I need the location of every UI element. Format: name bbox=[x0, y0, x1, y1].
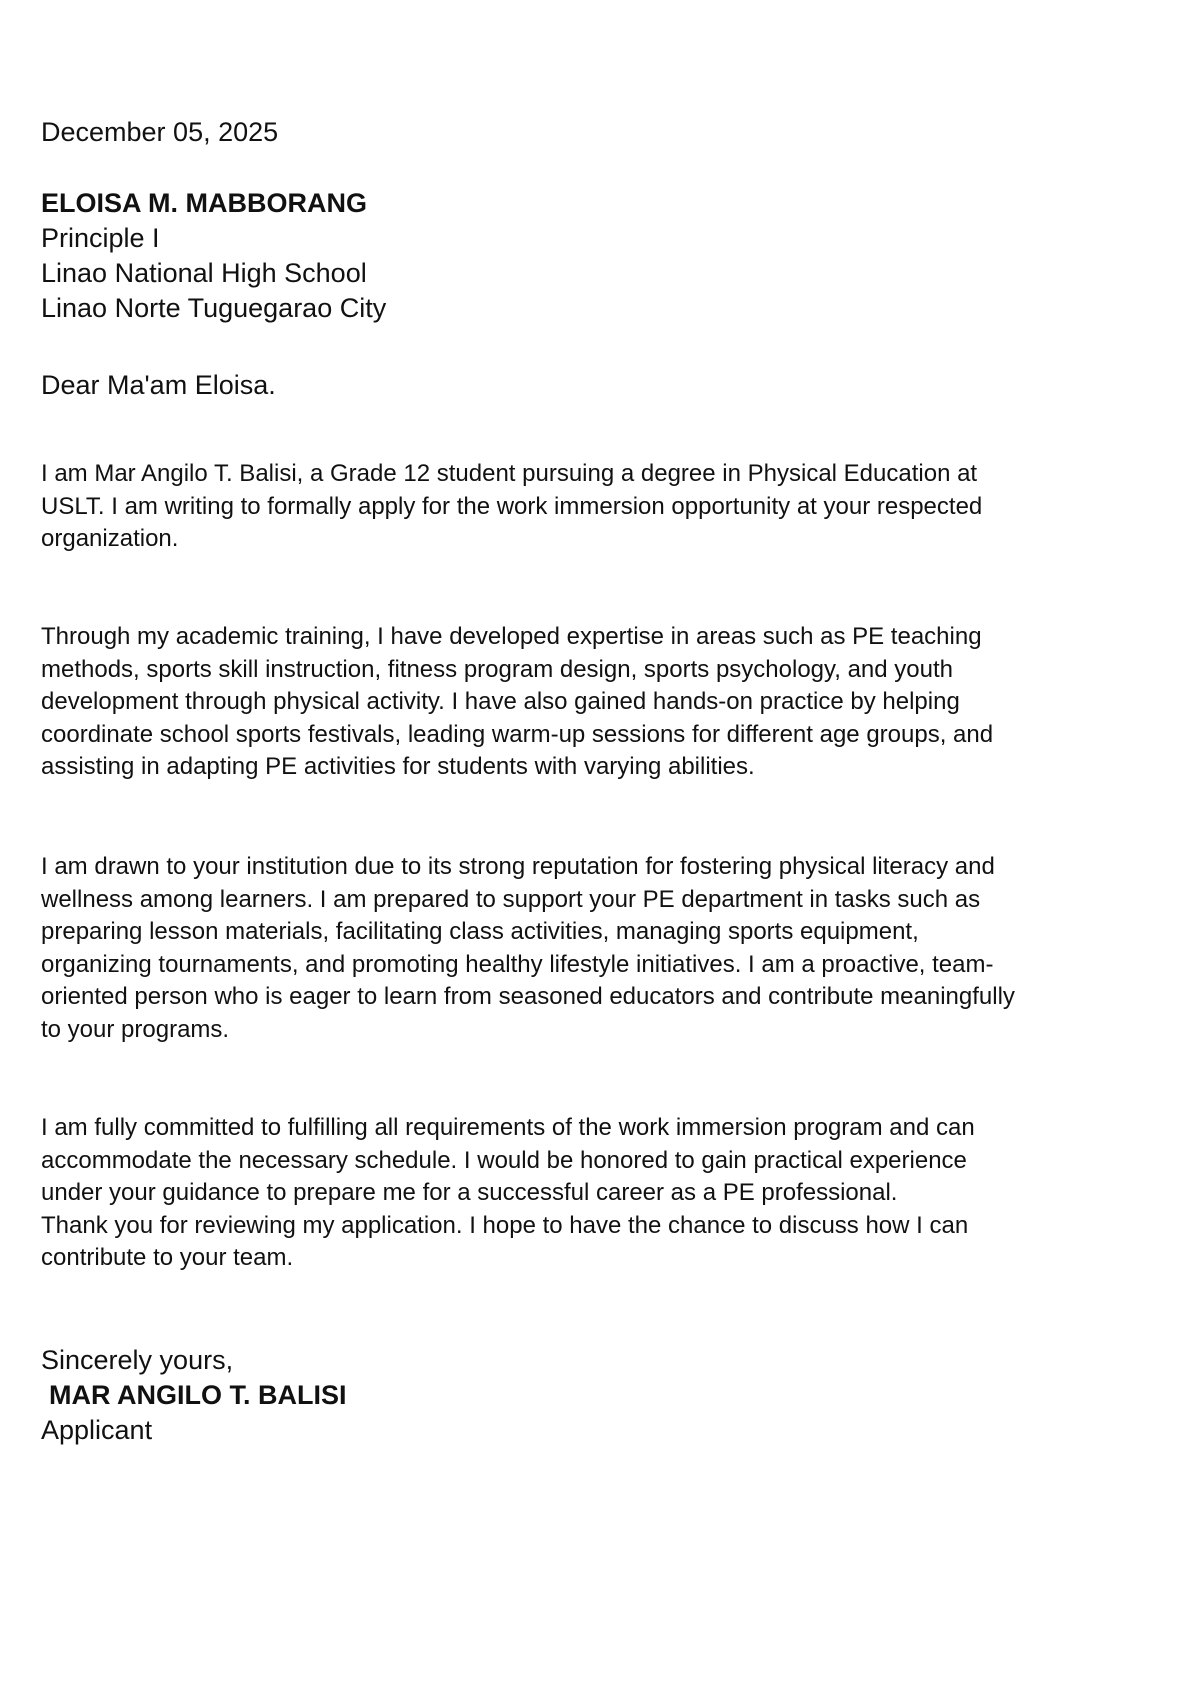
salutation: Dear Ma'am Eloisa. bbox=[41, 370, 276, 400]
valediction: Sincerely yours, bbox=[41, 1345, 234, 1375]
recipient-school: Linao National High School bbox=[41, 258, 367, 288]
recipient-address: Linao Norte Tuguegarao City bbox=[41, 293, 387, 323]
letter-date: December 05, 2025 bbox=[41, 117, 279, 147]
recipient-title: Principle I bbox=[41, 223, 160, 253]
body-paragraph-introduction: I am Mar Angilo T. Balisi, a Grade 12 student pursuing a degree in Physical Education at USLT. I am writing to formally apply for the work immersion opportunity at your respected organization. bbox=[41, 460, 983, 552]
signatory-role: Applicant bbox=[41, 1415, 153, 1445]
signatory-name: MAR ANGILO T. BALISI bbox=[49, 1380, 347, 1410]
body-paragraph-commitment: I am fully committed to fulfilling all requirements of the work immersion program and can accommodate the necessary schedule. I would be honored to gain practical experience under your guidance to prepare me for a successful career as a PE professional. Thank you for reviewing my application. I hope to have the chance to discuss how I can contribute to your team. bbox=[41, 1114, 975, 1271]
recipient-name: ELOISA M. MABBORANG bbox=[41, 188, 367, 218]
body-paragraph-training: Through my academic training, I have developed expertise in areas such as PE teaching methods, sports skill instruction, fitness program design, sports psychology, and youth development through physical activity. I have also gained hands-on practice by helping coordinate school sports festivals, leading warm-up sessions for different age groups, and assisting in adapting PE activities for students with varying abilities. bbox=[41, 623, 994, 780]
recipient-block bbox=[41, 186, 386, 326]
closing-block bbox=[41, 1343, 347, 1448]
body-paragraph-motivation: I am drawn to your institution due to its strong reputation for fostering physical literacy and wellness among learners. I am prepared to support your PE department in tasks such as preparing lesson materials, facilitating class activities, managing sports equipment, organizing tournaments, and promoting healthy lifestyle initiatives. I am a proactive, team- oriented person who is eager to learn from seasoned educators and contribute meaningfully to your programs. bbox=[41, 853, 1015, 1043]
